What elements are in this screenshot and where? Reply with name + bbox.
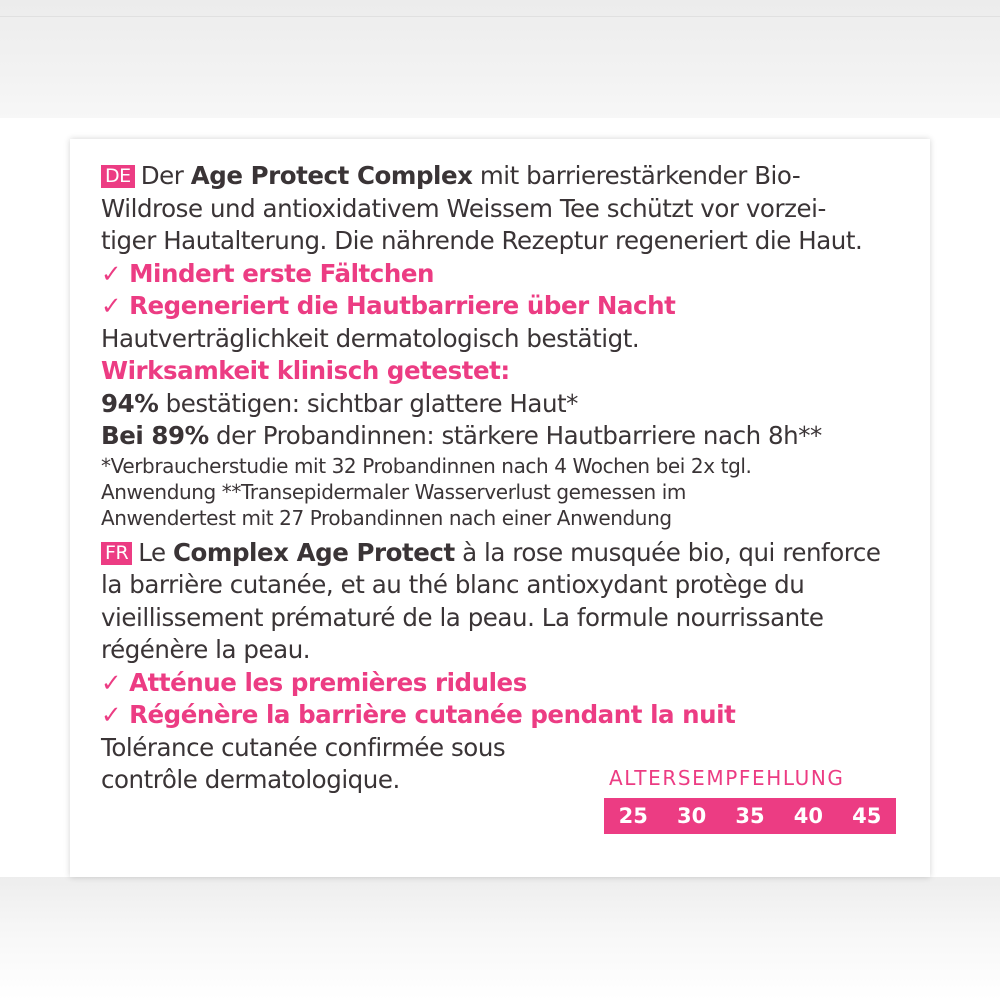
de-product-name: Age Protect Complex bbox=[190, 161, 473, 190]
fr-intro-post: à la rose musquée bio, qui renforce bbox=[454, 537, 881, 567]
de-intro-line-1 bbox=[101, 160, 901, 193]
de-footnote-line-3: Anwendertest mit 27 Probandinnen nach einer Anwendung bbox=[101, 505, 672, 530]
text-content bbox=[101, 160, 901, 797]
fr-tolerance-line-2: contrôle dermatologique. bbox=[101, 765, 400, 794]
check-icon: ✓ bbox=[101, 291, 122, 320]
fr-intro-line-2: la barrière cutanée, et au thé blanc antioxydant protège du bbox=[101, 570, 805, 599]
de-footnote-line-2: Anwendung **Transepidermaler Wasserverlust gemessen im bbox=[101, 479, 686, 504]
de-benefit-2 bbox=[101, 290, 901, 323]
check-icon: ✓ bbox=[101, 258, 122, 288]
de-intro-pre: Der bbox=[140, 161, 191, 190]
de-claim-2 bbox=[101, 420, 901, 453]
check-icon: ✓ bbox=[101, 700, 122, 729]
age-value: 40 bbox=[793, 804, 823, 828]
age-value: 45 bbox=[852, 804, 882, 828]
age-value: 30 bbox=[676, 804, 707, 828]
fr-tolerance-line-1: Tolérance cutanée confirmée sous bbox=[101, 732, 506, 762]
de-benefit-2-text: Regeneriert die Hautbarriere über Nacht bbox=[129, 291, 676, 320]
box-bottom-edge bbox=[0, 877, 1000, 1000]
fr-benefit-2-text: Régénère la barrière cutanée pendant la nuit bbox=[129, 700, 736, 729]
fr-product-name: Complex Age Protect bbox=[172, 537, 455, 567]
de-intro-line-2: Wildrose und antioxidativem Weissem Tee schützt vor vorzei- bbox=[101, 193, 826, 223]
age-recommendation-title: ALTERSEMPFEHLUNG bbox=[609, 766, 845, 790]
fr-intro-line-3: vieillissement prématuré de la peau. La formule nourrissante bbox=[101, 602, 824, 632]
language-badge-de: DE bbox=[101, 165, 135, 188]
de-clinical-heading: Wirksamkeit klinisch getestet: bbox=[101, 356, 510, 385]
fr-intro-line-1 bbox=[101, 537, 901, 570]
check-icon: ✓ bbox=[101, 667, 122, 697]
de-claim-2-text: der Probandinnen: stärkere Hautbarriere nach 8h** bbox=[208, 421, 822, 450]
de-tolerance: Hautverträglichkeit dermatologisch bestätigt. bbox=[101, 323, 640, 353]
fr-benefit-1 bbox=[101, 667, 901, 700]
box-top-crease bbox=[0, 16, 1000, 17]
fr-intro-pre: Le bbox=[138, 537, 173, 567]
box-top-edge bbox=[0, 0, 1000, 118]
fr-intro-line-4: régénère la peau. bbox=[101, 635, 311, 664]
de-claim-1-text: bestätigen: sichtbar glattere Haut* bbox=[158, 388, 578, 418]
age-scale-bar bbox=[604, 798, 896, 834]
age-recommendation bbox=[604, 766, 896, 834]
age-value: 35 bbox=[735, 804, 765, 828]
de-intro-line-3: tiger Hautalterung. Die nährende Rezeptur regeneriert die Haut. bbox=[101, 226, 863, 255]
de-benefit-1-text: Mindert erste Fältchen bbox=[129, 258, 434, 288]
language-badge-fr: FR bbox=[101, 542, 132, 565]
de-intro-post: mit barrierestärkender Bio- bbox=[472, 161, 801, 190]
de-claim-1-value: 94% bbox=[101, 388, 159, 418]
fr-benefit-2 bbox=[101, 699, 901, 732]
de-footnote-line-1: *Verbraucherstudie mit 32 Probandinnen nach 4 Wochen bei 2x tgl. bbox=[101, 453, 752, 478]
age-value: 25 bbox=[618, 804, 648, 828]
fr-benefit-1-text: Atténue les premières ridules bbox=[129, 667, 527, 697]
de-claim-1 bbox=[101, 388, 901, 421]
de-claim-2-value: Bei 89% bbox=[101, 421, 209, 450]
de-benefit-1 bbox=[101, 258, 901, 291]
